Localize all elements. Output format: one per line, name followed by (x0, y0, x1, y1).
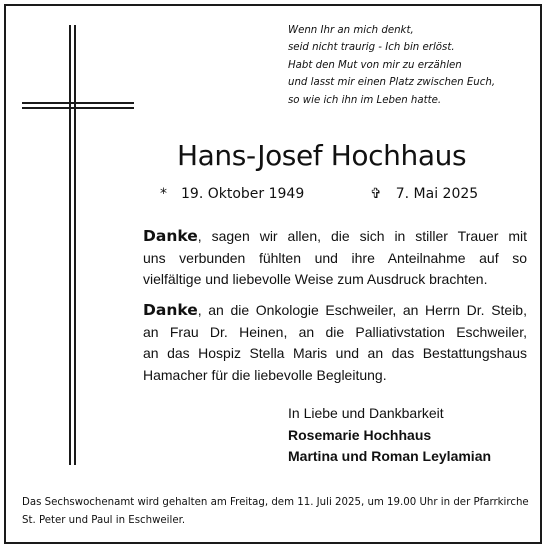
cross-vertical-line (74, 25, 76, 465)
text-line: Hamacher für die liebevolle Begleitung. (143, 366, 387, 383)
text-fragment: , an die Onkologie Eschweiler, an Herrn Dr. Steib, (197, 302, 527, 318)
thanks-bold: Danke (143, 301, 198, 319)
death-date: 7. Mai 2025 (395, 186, 479, 202)
deceased-name: Hans-Josef Hochhaus (177, 139, 467, 172)
death-date-line (370, 186, 478, 202)
text-line (143, 300, 527, 322)
cross-vertical-line (69, 25, 71, 465)
death-cross-icon: ✞ (370, 186, 382, 202)
thanks-paragraph-2 (143, 300, 527, 386)
cross-horizontal-line (22, 102, 134, 104)
poem (288, 22, 536, 109)
thanks-paragraph-1 (143, 226, 527, 291)
thanks-bold: Danke (143, 227, 198, 245)
poem-line: so wie ich ihn im Leben hatte. (288, 94, 442, 106)
footer-notice: Das Sechswochenamt wird gehalten am Freitag, dem 11. Juli 2025, um 19.00 Uhr in der Pfarrkirche St. Peter und Paul in Eschweiler. (22, 497, 529, 526)
birth-star-icon: * (160, 186, 167, 202)
text-fragment: , sagen wir allen, die sich in stiller Trauer mit (197, 228, 527, 244)
signature-intro: In Liebe und Dankbarkeit (288, 405, 444, 421)
poem-line: seid nicht traurig - Ich bin erlöst. (288, 42, 455, 54)
text-line: vielfältige und liebevolle Weise zum Ausdruck brachten. (143, 271, 488, 287)
poem-line: Habt den Mut von mir zu erzählen (288, 59, 462, 71)
birth-date: 19. Oktober 1949 (181, 186, 305, 202)
signature-block (288, 403, 491, 468)
poem-line: und lasst mir einen Platz zwischen Euch, (288, 77, 496, 89)
text-line: uns verbunden fühlten und ihre Anteilnahme auf so (143, 249, 527, 266)
signature-name: Rosemarie Hochhaus (288, 426, 432, 443)
text-line (143, 226, 527, 248)
text-line: an Frau Dr. Heinen, an die Palliativstation Eschweiler, (143, 323, 527, 340)
signature-name: Martina und Roman Leylamian (288, 448, 492, 464)
birth-date-line (160, 186, 304, 202)
poem-line: Wenn Ihr an mich denkt, (288, 25, 414, 36)
cross-horizontal-line (22, 107, 134, 109)
text-line: an das Hospiz Stella Maris und an das Bestattungshaus (143, 345, 527, 361)
